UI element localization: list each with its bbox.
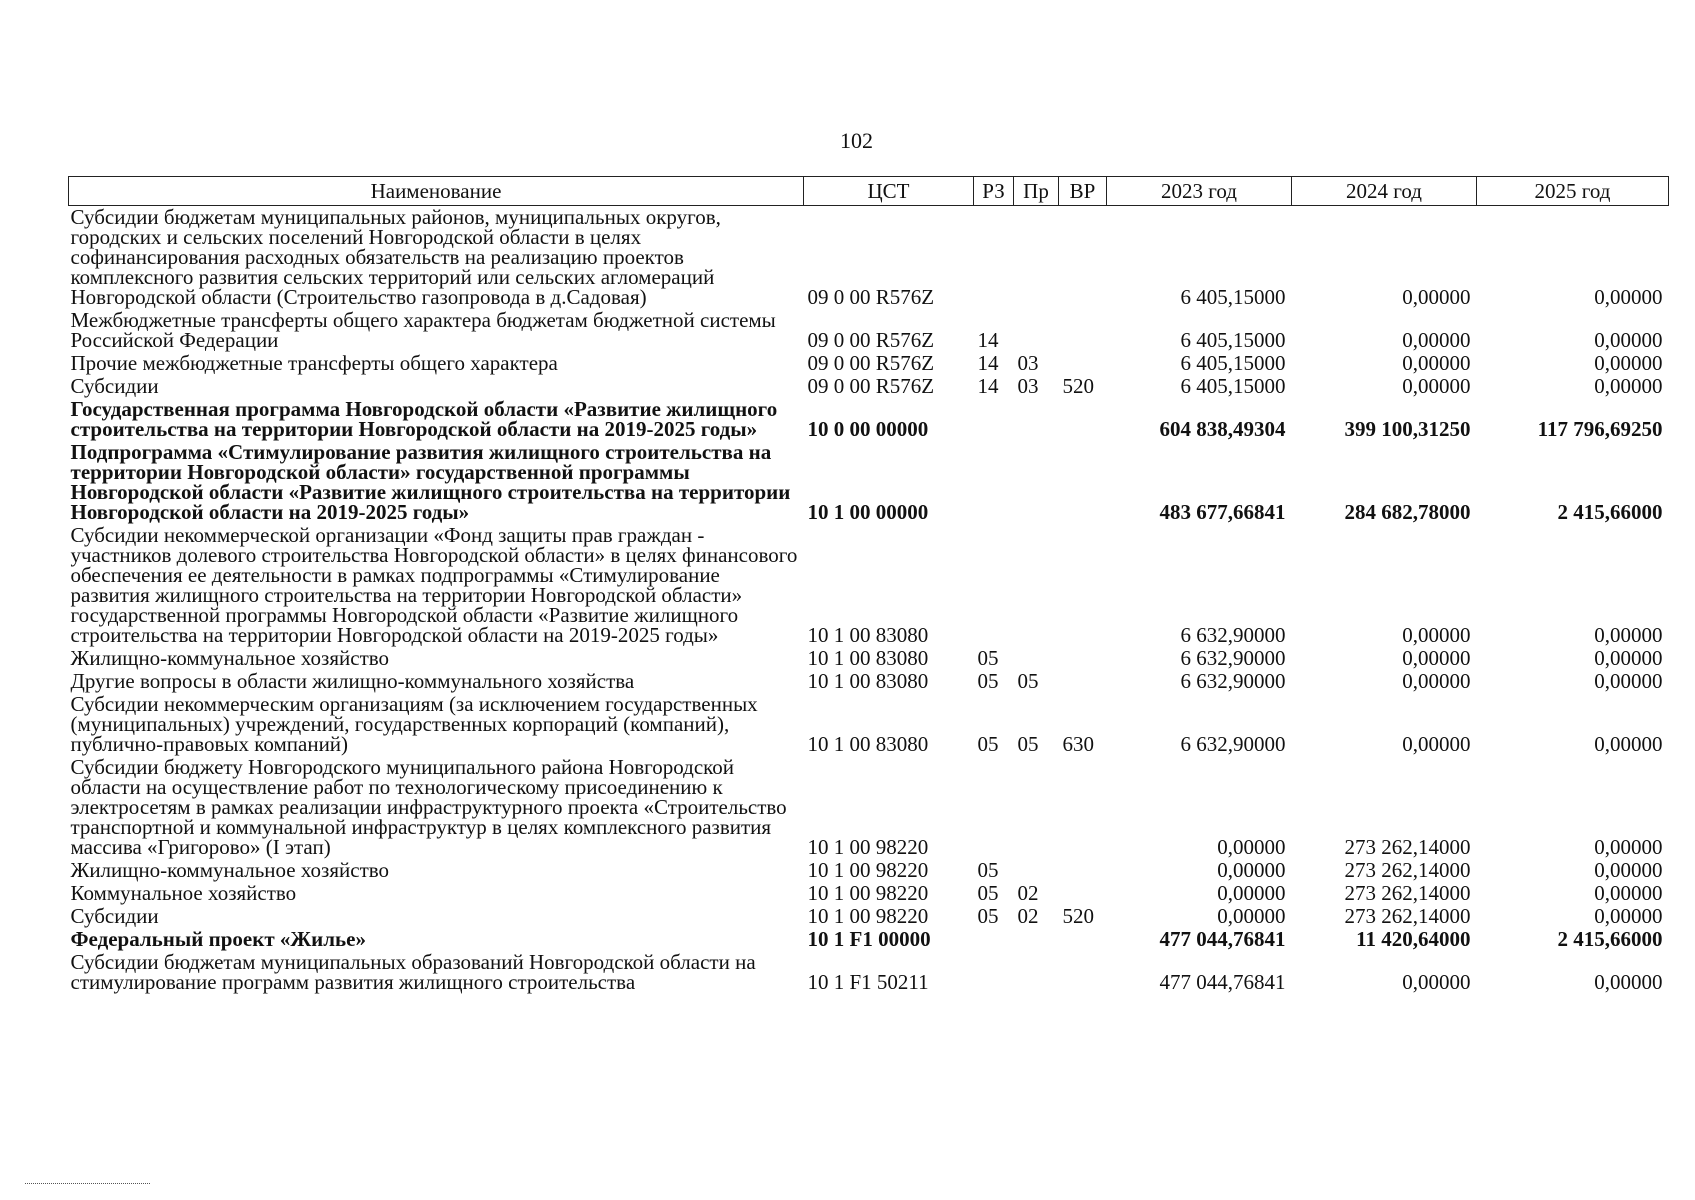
header-rz: РЗ: [974, 177, 1014, 206]
cell-rz: [974, 928, 1014, 951]
cell-2023: 477 044,76841: [1159, 927, 1286, 951]
budget-table: [68, 176, 1669, 994]
cell-rz: 05: [977, 858, 999, 882]
header-pr: Пр: [1014, 177, 1059, 206]
cell-rz: 14: [977, 351, 999, 375]
cell-2025: 0,00000: [1594, 646, 1663, 670]
cell-cst: 09 0 00 R576Z: [807, 351, 935, 375]
cell-2025: 0,00000: [1594, 858, 1663, 882]
cell-cst: 10 1 F1 00000: [807, 927, 931, 951]
table-row: [69, 693, 1669, 756]
cell-2025: 0,00000: [1594, 970, 1663, 994]
cell-2025: 0,00000: [1594, 881, 1663, 905]
cell-pr: [1014, 951, 1059, 994]
cell-pr: 02: [1017, 904, 1039, 928]
table-body: [69, 206, 1669, 995]
cell-2025: 117 796,69250: [1537, 417, 1663, 441]
cell-rz: [974, 524, 1014, 647]
cell-2023: 0,00000: [1217, 904, 1286, 928]
header-name: Наименование: [69, 177, 804, 206]
cell-vr: [1059, 524, 1107, 647]
cell-vr: [1059, 670, 1107, 693]
cell-cst: 10 0 00 00000: [807, 417, 929, 441]
cell-cst: 10 1 00 83080: [807, 669, 929, 693]
table-row: [69, 647, 1669, 670]
cell-2023: 6 632,90000: [1180, 732, 1286, 756]
cell-name: Жилищно-коммунальное хозяйство: [70, 858, 390, 882]
table-row: [69, 441, 1669, 524]
cell-vr: [1059, 859, 1107, 882]
cell-pr: 03: [1017, 374, 1039, 398]
cell-2023: 6 405,15000: [1180, 285, 1286, 309]
cell-2023: 0,00000: [1217, 835, 1286, 859]
table-row: [69, 928, 1669, 951]
cell-vr: [1059, 647, 1107, 670]
cell-name: Государственная программа Новгородской области «Развитие жилищного строительства на территории Новгородской области на 2019-2025 годы»: [70, 397, 778, 441]
cell-2024: 0,00000: [1402, 623, 1471, 647]
cell-2024: 0,00000: [1402, 669, 1471, 693]
cell-cst: 10 1 F1 50211: [807, 970, 929, 994]
cell-cst: 09 0 00 R576Z: [807, 328, 935, 352]
cell-rz: [974, 951, 1014, 994]
table-row: [69, 756, 1669, 859]
cell-pr: 05: [1017, 732, 1039, 756]
cell-cst: 09 0 00 R576Z: [807, 374, 935, 398]
cell-vr: [1059, 882, 1107, 905]
cell-2023: 6 405,15000: [1180, 328, 1286, 352]
cell-2025: 0,00000: [1594, 669, 1663, 693]
header-cst: ЦСТ: [804, 177, 974, 206]
cell-vr: [1059, 928, 1107, 951]
cell-2024: 273 262,14000: [1344, 904, 1471, 928]
cell-pr: [1014, 309, 1059, 352]
cell-rz: 05: [977, 669, 999, 693]
cell-rz: 14: [977, 374, 999, 398]
cell-2025: 0,00000: [1594, 904, 1663, 928]
table-row: [69, 309, 1669, 352]
cell-cst: 10 1 00 98220: [807, 858, 929, 882]
cell-pr: [1014, 647, 1059, 670]
cell-2024: 0,00000: [1402, 970, 1471, 994]
cell-2024: 0,00000: [1402, 285, 1471, 309]
cell-name: Субсидии бюджетам муниципальных образований Новгородской области на стимулирование программ развития жилищного строительства: [70, 950, 756, 994]
cell-vr: [1059, 398, 1107, 441]
cell-2025: 0,00000: [1594, 285, 1663, 309]
cell-2023: 0,00000: [1217, 881, 1286, 905]
table-row: [69, 206, 1669, 310]
cell-rz: [974, 756, 1014, 859]
cell-pr: [1014, 756, 1059, 859]
cell-name: Федеральный проект «Жилье»: [70, 927, 366, 951]
table-row: [69, 375, 1669, 398]
cell-2023: 6 405,15000: [1180, 374, 1286, 398]
cell-2024: 0,00000: [1402, 732, 1471, 756]
cell-2024: 0,00000: [1402, 351, 1471, 375]
cell-name: Прочие межбюджетные трансферты общего характера: [70, 351, 558, 375]
cell-2024: 11 420,64000: [1356, 927, 1471, 951]
cell-name: Субсидии некоммерческим организациям (за исключением государственных (муниципальных) учреждений, государственных корпораций (компаний), публично-правовых компаний): [70, 692, 758, 756]
cell-2024: 0,00000: [1402, 328, 1471, 352]
table-row: [69, 524, 1669, 647]
cell-pr: 05: [1017, 669, 1039, 693]
cell-vr: [1059, 756, 1107, 859]
cell-pr: 03: [1017, 351, 1039, 375]
cell-name: Субсидии бюджетам муниципальных районов, муниципальных округов, городских и сельских поселений Новгородской области в целях софинансирования расходных обязательств на реализацию проектов комплексного развития сельских территорий или сельских агломераций Новгородской области (Строительство газопровода в д.Садовая): [70, 205, 721, 309]
cell-2023: 6 405,15000: [1180, 351, 1286, 375]
cell-2025: 0,00000: [1594, 835, 1663, 859]
cell-2023: 604 838,49304: [1159, 417, 1286, 441]
cell-cst: 10 1 00 98220: [807, 881, 929, 905]
cell-2025: 0,00000: [1594, 623, 1663, 647]
footer-divider: [25, 1183, 150, 1184]
cell-rz: [974, 206, 1014, 310]
table-row: [69, 905, 1669, 928]
cell-2025: 0,00000: [1594, 732, 1663, 756]
cell-pr: [1014, 928, 1059, 951]
cell-name: Субсидии некоммерческой организации «Фонд защиты прав граждан - участников долевого строительства Новгородской области» в целях финансового обеспечения ее деятельности в рамках подпрограммы «Стимулирование развития жилищного строительства на территории Новгородской области» государственной программы Новгородской области «Развитие жилищного строительства на территории Новгородской области на 2019-2025 годы»: [70, 523, 798, 647]
cell-2025: 0,00000: [1594, 351, 1663, 375]
cell-vr: [1059, 352, 1107, 375]
header-vr: ВР: [1059, 177, 1107, 206]
cell-name: Другие вопросы в области жилищно-коммунального хозяйства: [70, 669, 635, 693]
cell-name: Жилищно-коммунальное хозяйство: [70, 646, 390, 670]
cell-2023: 0,00000: [1217, 858, 1286, 882]
cell-pr: [1014, 859, 1059, 882]
cell-name: Межбюджетные трансферты общего характера бюджетам бюджетной системы Российской Федерации: [70, 308, 776, 352]
cell-2023: 6 632,90000: [1180, 646, 1286, 670]
cell-2023: 483 677,66841: [1159, 500, 1286, 524]
cell-vr: [1059, 206, 1107, 310]
cell-rz: 05: [977, 881, 999, 905]
table-row: [69, 951, 1669, 994]
table-row: [69, 882, 1669, 905]
cell-pr: [1014, 206, 1059, 310]
cell-vr: 630: [1062, 732, 1094, 756]
table-header: [69, 177, 1669, 206]
cell-2023: 6 632,90000: [1180, 669, 1286, 693]
cell-rz: 05: [977, 732, 999, 756]
cell-2024: 284 682,78000: [1344, 500, 1471, 524]
cell-vr: [1059, 441, 1107, 524]
table-row: [69, 670, 1669, 693]
table-row: [69, 859, 1669, 882]
cell-2025: 2 415,66000: [1557, 500, 1663, 524]
cell-name: Подпрограмма «Стимулирование развития жилищного строительства на территории Новгородской области» государственной программы Новгородской области «Развитие жилищного строительства на территории Новгородской области на 2019-2025 годы»: [70, 440, 791, 524]
cell-name: Субсидии: [70, 904, 159, 928]
cell-vr: [1059, 951, 1107, 994]
cell-pr: [1014, 398, 1059, 441]
cell-cst: 10 1 00 83080: [807, 732, 929, 756]
cell-vr: 520: [1062, 904, 1094, 928]
cell-vr: 520: [1062, 374, 1094, 398]
cell-pr: 02: [1017, 881, 1039, 905]
table-row: [69, 398, 1669, 441]
page-number: 102: [840, 128, 873, 153]
table-row: [69, 352, 1669, 375]
cell-2024: 399 100,31250: [1344, 417, 1471, 441]
cell-2024: 0,00000: [1402, 646, 1471, 670]
cell-2024: 273 262,14000: [1344, 881, 1471, 905]
header-2025: 2025 год: [1477, 177, 1669, 206]
header-2024: 2024 год: [1292, 177, 1477, 206]
cell-2024: 0,00000: [1402, 374, 1471, 398]
cell-rz: 05: [977, 646, 999, 670]
cell-cst: 10 1 00 83080: [807, 623, 929, 647]
cell-cst: 10 1 00 83080: [807, 646, 929, 670]
cell-2025: 0,00000: [1594, 374, 1663, 398]
cell-2024: 273 262,14000: [1344, 858, 1471, 882]
cell-name: Субсидии бюджету Новгородского муниципального района Новгородской области на осуществление работ по технологическому присоединению к электросетям в рамках реализации инфраструктурного проекта «Строительство транспортной и коммунальной инфраструктур в целях комплексного развития массива «Григорово» (I этап): [70, 755, 787, 859]
cell-2025: 2 415,66000: [1557, 927, 1663, 951]
cell-2023: 477 044,76841: [1159, 970, 1286, 994]
cell-name: Субсидии: [70, 374, 159, 398]
cell-rz: 14: [977, 328, 999, 352]
cell-cst: 10 1 00 98220: [807, 904, 929, 928]
cell-rz: [974, 441, 1014, 524]
cell-2024: 273 262,14000: [1344, 835, 1471, 859]
cell-pr: [1014, 524, 1059, 647]
cell-2023: 6 632,90000: [1180, 623, 1286, 647]
cell-cst: 09 0 00 R576Z: [807, 285, 935, 309]
cell-cst: 10 1 00 00000: [807, 500, 929, 524]
cell-cst: 10 1 00 98220: [807, 835, 929, 859]
cell-rz: [974, 398, 1014, 441]
cell-rz: 05: [977, 904, 999, 928]
cell-name: Коммунальное хозяйство: [70, 881, 297, 905]
cell-vr: [1059, 309, 1107, 352]
header-2023: 2023 год: [1107, 177, 1292, 206]
cell-pr: [1014, 441, 1059, 524]
cell-2025: 0,00000: [1594, 328, 1663, 352]
